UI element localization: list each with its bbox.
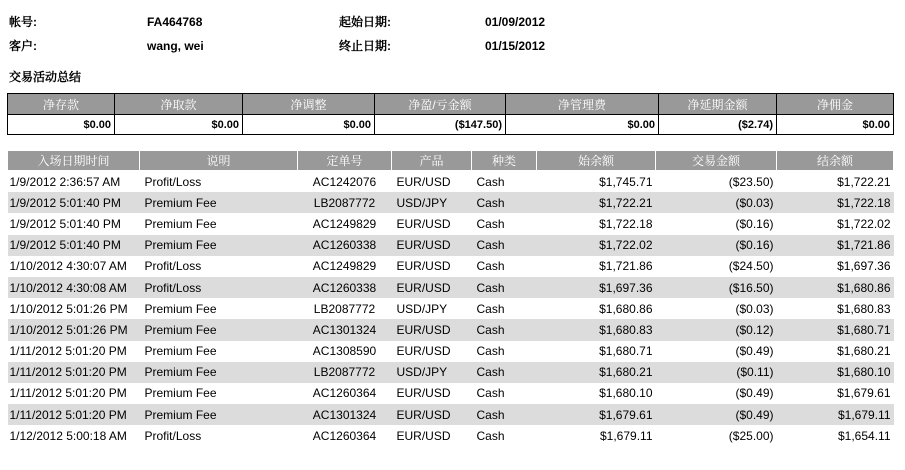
cell-order-number: AC1260338 — [298, 277, 392, 298]
cell-opening-balance: $1,680.21 — [537, 362, 656, 383]
cell-closing-balance: $1,722.21 — [837, 174, 891, 189]
col-header-entry-datetime: 入场日期时间 — [8, 151, 140, 171]
cell-order-number: AC1260364 — [312, 386, 377, 401]
cell-closing-balance: $1,679.61 — [837, 386, 891, 401]
summary-title: 交易活动总结 — [9, 70, 82, 84]
end-date-value: 01/15/2012 — [485, 39, 546, 53]
cell-product: EUR/USD — [396, 174, 451, 189]
cell-type: Cash — [476, 259, 505, 274]
cell-transaction-amount: ($0.49) — [735, 344, 774, 359]
cell-type: Cash — [472, 319, 537, 340]
cell-entry-datetime: 1/9/2012 5:01:40 PM — [8, 235, 140, 256]
cell-transaction-amount: ($0.03) — [656, 192, 777, 213]
cell-closing-balance: $1,722.02 — [837, 216, 891, 231]
table-row — [8, 404, 894, 425]
cell-description: Premium Fee — [144, 216, 217, 231]
cell-closing-balance: $1,680.10 — [777, 362, 894, 383]
cell-closing-balance: $1,721.86 — [777, 235, 894, 256]
cell-closing-balance: $1,654.11 — [838, 428, 891, 443]
cell-type: Cash — [472, 235, 537, 256]
cell-product: USD/JPY — [396, 301, 448, 316]
cell-transaction-amount: ($0.49) — [735, 386, 774, 401]
cell-closing-balance: $1,680.86 — [777, 277, 894, 298]
cell-opening-balance: $1,679.61 — [537, 404, 656, 425]
transactions-header-row — [8, 151, 894, 171]
cell-product: EUR/USD — [396, 259, 451, 274]
table-row — [8, 256, 894, 277]
cell-entry-datetime: 1/9/2012 5:01:40 PM — [8, 192, 140, 213]
cell-entry-datetime: 1/10/2012 5:01:26 PM — [9, 301, 128, 316]
cell-order-number: AC1308590 — [312, 344, 377, 359]
cell-opening-balance: $1,722.18 — [599, 216, 653, 231]
cell-product: USD/JPY — [392, 192, 472, 213]
end-date-label: 终止日期: — [339, 39, 391, 53]
summary-header-net-pnl: 净盈/亏金额 — [375, 94, 506, 115]
cell-opening-balance: $1,722.02 — [537, 235, 656, 256]
col-header-opening-balance: 始余额 — [537, 151, 656, 171]
cell-closing-balance: $1,680.71 — [777, 319, 894, 340]
col-header-closing-balance: 结余额 — [777, 151, 894, 171]
summary-value-row — [8, 115, 894, 135]
cell-opening-balance: $1,721.86 — [599, 259, 653, 274]
cell-opening-balance: $1,722.21 — [537, 192, 656, 213]
cell-closing-balance: $1,680.83 — [837, 301, 891, 316]
cell-description: Premium Fee — [140, 404, 298, 425]
cell-type: Cash — [476, 386, 505, 401]
cell-product: USD/JPY — [392, 362, 472, 383]
cell-entry-datetime: 1/10/2012 4:30:07 AM — [9, 259, 127, 274]
cell-product: EUR/USD — [392, 319, 472, 340]
cell-description: Profit/Loss — [144, 174, 202, 189]
cell-order-number: AC1301324 — [298, 319, 392, 340]
cell-description: Premium Fee — [144, 344, 217, 359]
cell-product: EUR/USD — [396, 428, 451, 443]
cell-product: EUR/USD — [396, 216, 451, 231]
table-row — [8, 298, 894, 319]
table-row — [8, 171, 894, 193]
cell-order-number: AC1249829 — [312, 216, 377, 231]
cell-opening-balance: $1,745.71 — [599, 174, 653, 189]
table-row — [8, 362, 894, 383]
cell-order-number: LB2087772 — [298, 362, 392, 383]
transactions-table — [7, 150, 894, 446]
col-header-order-number: 定单号 — [298, 151, 392, 171]
cell-order-number: AC1301324 — [298, 404, 392, 425]
summary-table — [7, 93, 894, 135]
cell-description: Premium Fee — [140, 192, 298, 213]
cell-transaction-amount: ($23.50) — [728, 174, 774, 189]
summary-header-net-commission: 净佣金 — [777, 94, 894, 115]
cell-type: Cash — [476, 216, 505, 231]
cell-entry-datetime: 1/12/2012 5:00:18 AM — [9, 428, 127, 443]
table-row — [8, 319, 894, 340]
cell-closing-balance: $1,680.21 — [837, 344, 891, 359]
table-row — [8, 425, 894, 446]
start-date-value: 01/09/2012 — [485, 15, 546, 29]
cell-closing-balance: $1,697.36 — [837, 259, 891, 274]
customer-label: 客户: — [9, 39, 37, 53]
summary-header-net-deposit: 净存款 — [8, 94, 115, 115]
cell-description: Premium Fee — [144, 301, 217, 316]
cell-product: EUR/USD — [392, 235, 472, 256]
cell-type: Cash — [472, 404, 537, 425]
cell-opening-balance: $1,680.71 — [599, 344, 653, 359]
cell-type: Cash — [472, 362, 537, 383]
col-header-transaction-amount: 交易金额 — [656, 151, 777, 171]
cell-transaction-amount: ($25.00) — [728, 428, 774, 443]
cell-type: Cash — [472, 192, 537, 213]
cell-type: Cash — [476, 428, 505, 443]
table-row — [8, 277, 894, 298]
cell-type: Cash — [476, 174, 505, 189]
summary-value-net-deposit: $0.00 — [8, 115, 115, 135]
cell-entry-datetime: 1/11/2012 5:01:20 PM — [8, 404, 140, 425]
cell-transaction-amount: ($24.50) — [728, 259, 774, 274]
cell-order-number: AC1249829 — [312, 259, 377, 274]
cell-opening-balance: $1,680.86 — [599, 301, 653, 316]
summary-header-net-adjustment: 净调整 — [243, 94, 375, 115]
cell-entry-datetime: 1/9/2012 5:01:40 PM — [9, 216, 121, 231]
cell-transaction-amount: ($0.16) — [656, 235, 777, 256]
cell-description: Profit/Loss — [144, 259, 202, 274]
start-date-label: 起始日期: — [339, 15, 391, 29]
cell-transaction-amount: ($0.49) — [656, 404, 777, 425]
table-row — [8, 341, 894, 362]
cell-closing-balance: $1,679.11 — [777, 404, 894, 425]
summary-value-net-withdrawal: $0.00 — [115, 115, 243, 135]
summary-header-row — [8, 94, 894, 115]
account-value: FA464768 — [147, 15, 203, 29]
cell-order-number: AC1260364 — [312, 428, 377, 443]
col-header-description: 说明 — [140, 151, 298, 171]
cell-entry-datetime: 1/11/2012 5:01:20 PM — [9, 344, 127, 359]
account-label: 帐号: — [9, 15, 37, 29]
summary-value-net-mgmt-fee: $0.00 — [506, 115, 659, 135]
summary-value-net-pnl: ($147.50) — [375, 115, 506, 135]
cell-entry-datetime: 1/11/2012 5:01:20 PM — [9, 386, 127, 401]
cell-opening-balance: $1,679.11 — [600, 428, 653, 443]
cell-product: EUR/USD — [392, 277, 472, 298]
cell-type: Cash — [472, 277, 537, 298]
cell-product: EUR/USD — [392, 404, 472, 425]
cell-entry-datetime: 1/10/2012 4:30:08 AM — [8, 277, 140, 298]
cell-order-number: LB2087772 — [313, 301, 376, 316]
cell-order-number: AC1242076 — [312, 174, 377, 189]
summary-header-net-mgmt-fee: 净管理费 — [506, 94, 659, 115]
cell-product: EUR/USD — [396, 386, 451, 401]
cell-entry-datetime: 1/9/2012 2:36:57 AM — [9, 174, 121, 189]
cell-transaction-amount: ($0.11) — [656, 362, 777, 383]
customer-value: wang, wei — [147, 39, 204, 53]
cell-product: EUR/USD — [396, 344, 451, 359]
cell-opening-balance: $1,680.10 — [599, 386, 653, 401]
cell-transaction-amount: ($16.50) — [656, 277, 777, 298]
cell-opening-balance: $1,697.36 — [537, 277, 656, 298]
summary-value-net-rollover: ($2.74) — [659, 115, 777, 135]
table-row — [8, 192, 894, 213]
cell-description: Premium Fee — [140, 319, 298, 340]
cell-closing-balance: $1,722.18 — [777, 192, 894, 213]
cell-description: Premium Fee — [140, 362, 298, 383]
cell-description: Profit/Loss — [144, 428, 202, 443]
cell-order-number: LB2087772 — [298, 192, 392, 213]
cell-opening-balance: $1,680.83 — [537, 319, 656, 340]
cell-type: Cash — [476, 344, 505, 359]
summary-value-net-adjustment: $0.00 — [243, 115, 375, 135]
table-row — [8, 213, 894, 234]
cell-entry-datetime: 1/10/2012 5:01:26 PM — [8, 319, 140, 340]
cell-type: Cash — [476, 301, 505, 316]
cell-description: Profit/Loss — [140, 277, 298, 298]
col-header-product: 产品 — [392, 151, 472, 171]
summary-header-net-rollover: 净延期金额 — [659, 94, 777, 115]
table-row — [8, 383, 894, 404]
cell-transaction-amount: ($0.12) — [656, 319, 777, 340]
summary-header-net-withdrawal: 净取款 — [115, 94, 243, 115]
cell-description: Premium Fee — [140, 235, 298, 256]
cell-transaction-amount: ($0.03) — [735, 301, 774, 316]
summary-value-net-commission: $0.00 — [777, 115, 894, 135]
cell-entry-datetime: 1/11/2012 5:01:20 PM — [8, 362, 140, 383]
cell-order-number: AC1260338 — [298, 235, 392, 256]
cell-transaction-amount: ($0.16) — [735, 216, 774, 231]
col-header-type: 种类 — [472, 151, 537, 171]
cell-description: Premium Fee — [144, 386, 217, 401]
table-row — [8, 235, 894, 256]
